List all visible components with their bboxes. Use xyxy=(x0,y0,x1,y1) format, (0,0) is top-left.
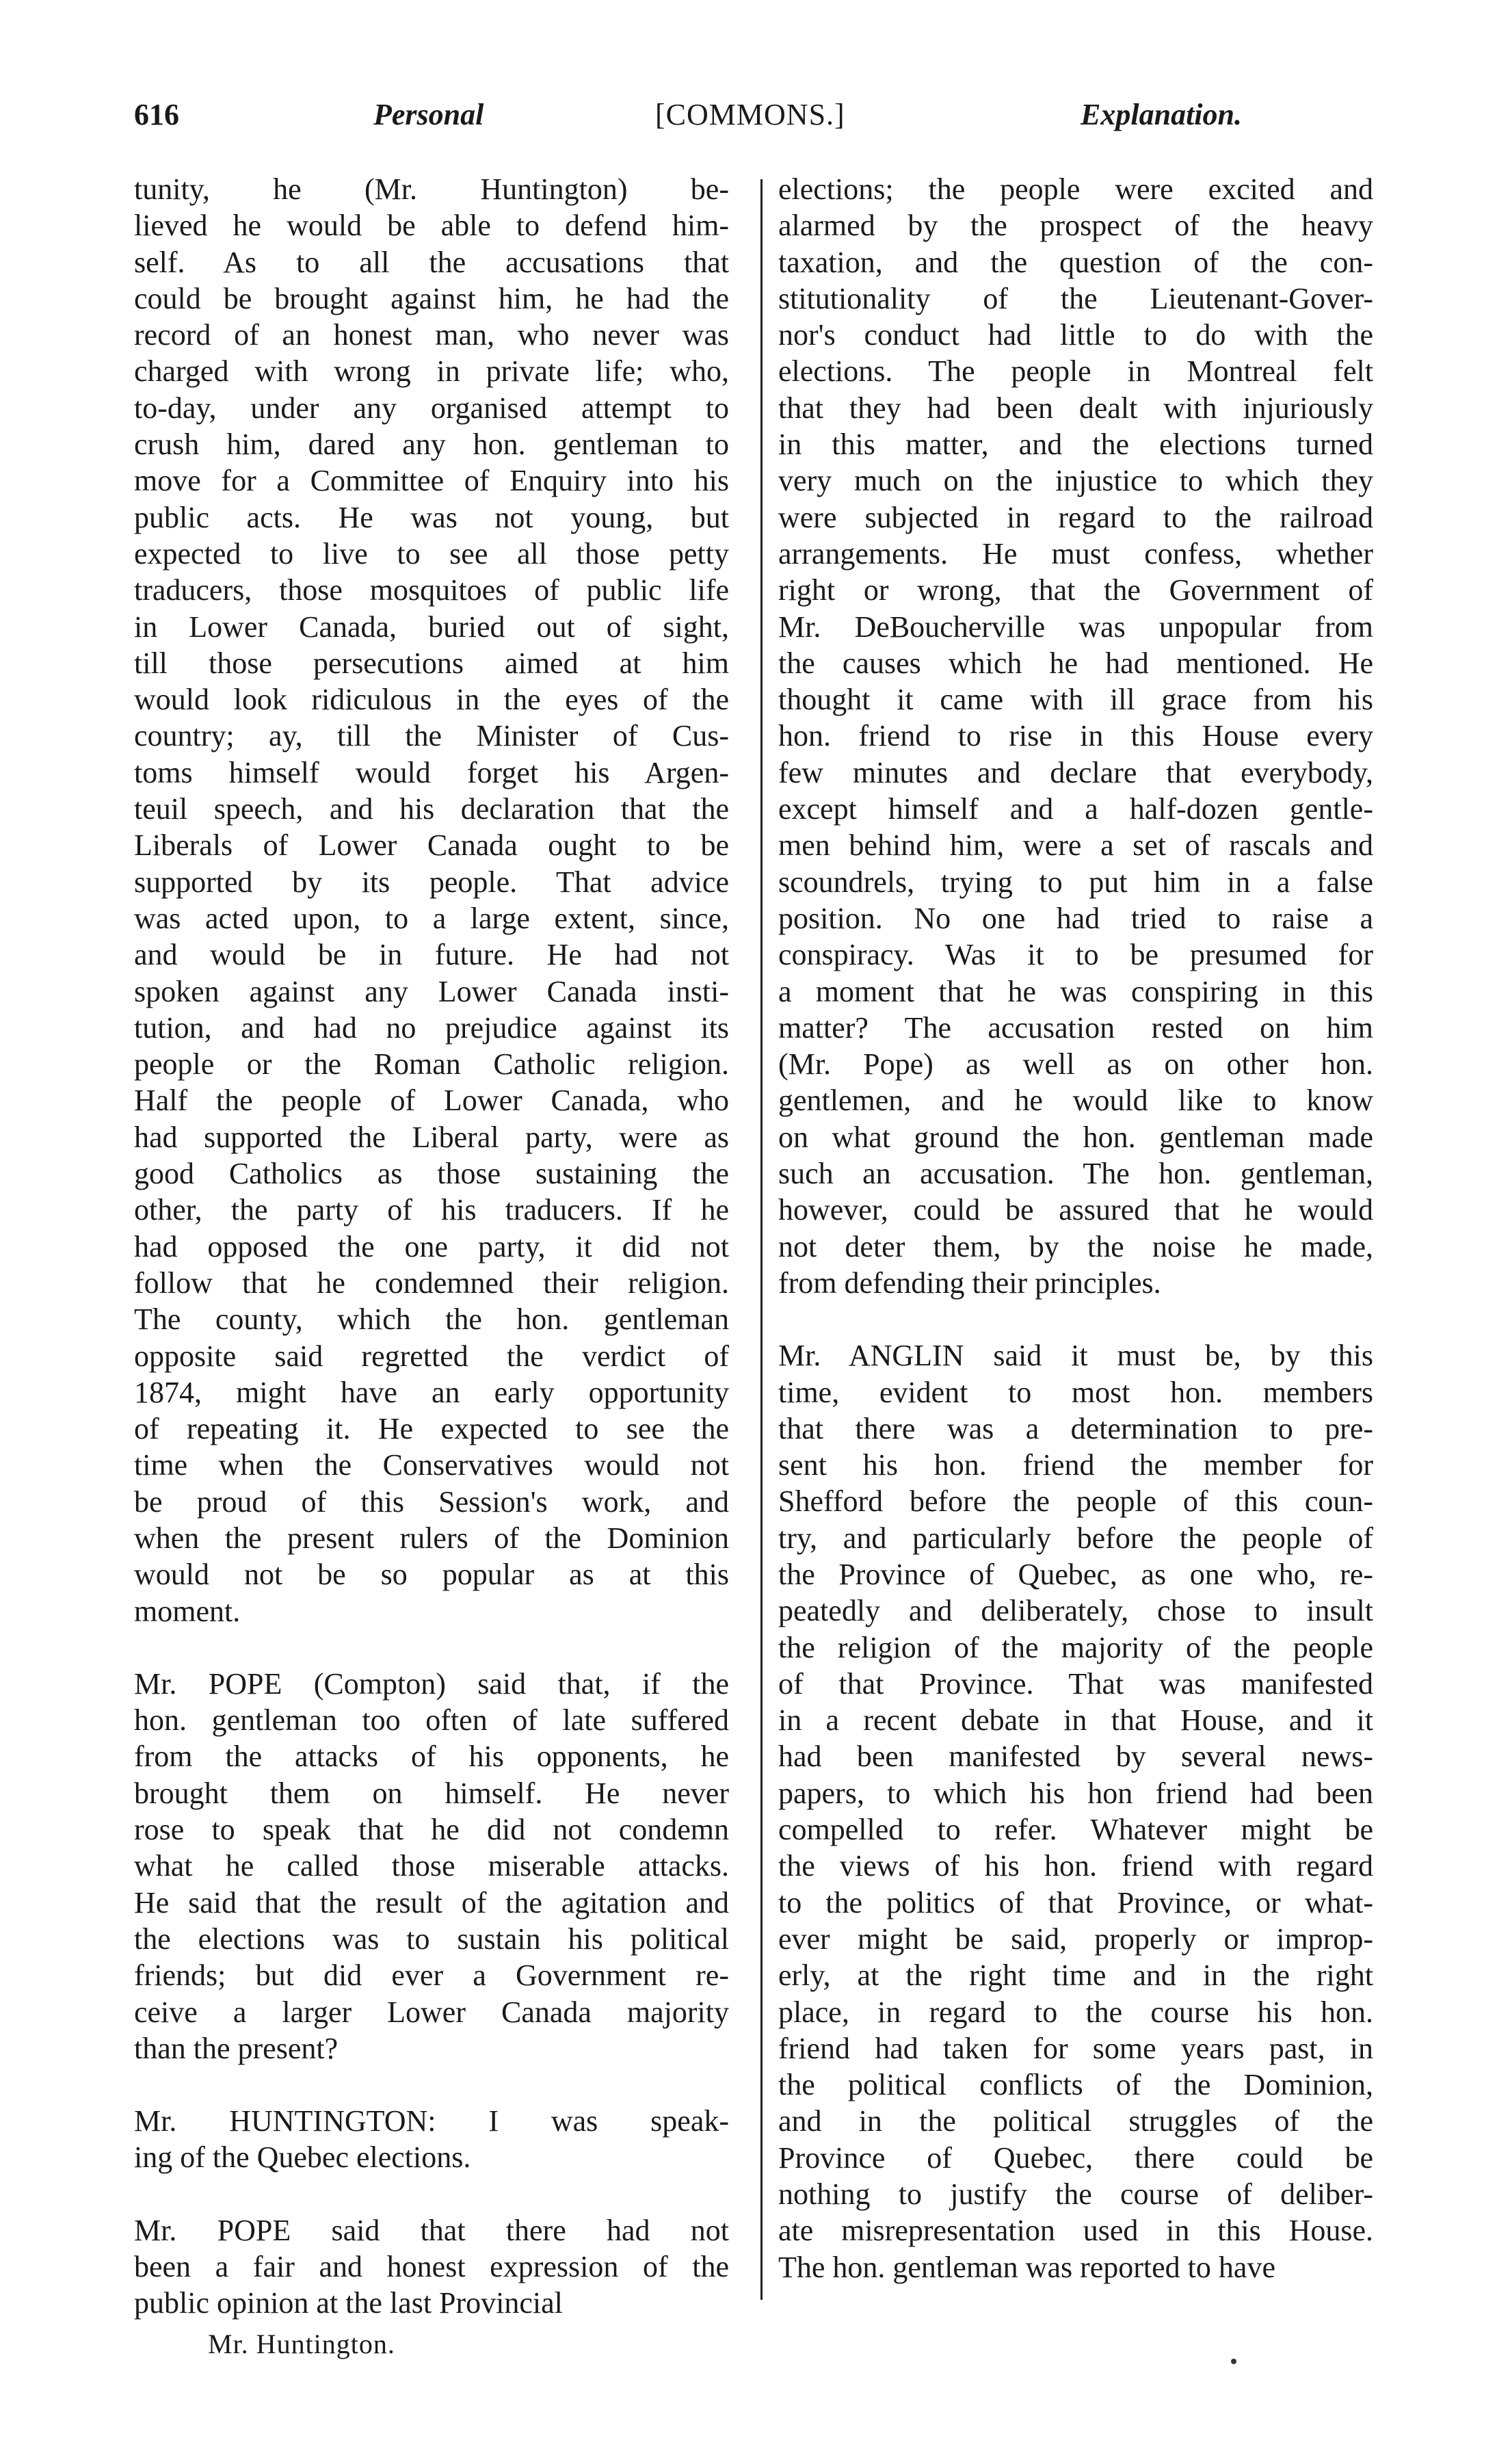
text-line: Half the people of Lower Canada, who xyxy=(134,1084,729,1118)
text-line: men behind him, were a set of rascals and xyxy=(778,828,1373,863)
text-line: was acted upon, to a large extent, since, xyxy=(134,901,729,935)
text-line: toms himself would forget his Argen- xyxy=(134,755,729,789)
text-line: Province of Quebec, there could be xyxy=(778,2140,1373,2175)
text-line: to-day, under any organised attempt to xyxy=(134,391,729,425)
text-line: Shefford before the people of this coun- xyxy=(778,1484,1373,1519)
text-line: hon. gentleman too often of late suffered xyxy=(134,1703,729,1738)
text-line: papers, to which his hon friend had been xyxy=(778,1776,1373,1810)
text-line: nor's conduct had little to do with the xyxy=(778,318,1373,352)
text-line: conspiracy. Was it to be presumed for xyxy=(778,938,1373,972)
catchword: Mr. Huntington. xyxy=(208,2329,395,2359)
right-text-column xyxy=(778,171,1373,2285)
text-line: to the politics of that Province, or what- xyxy=(778,1885,1373,1919)
text-line: been a fair and honest expression of the xyxy=(134,2250,729,2284)
text-line: position. No one had tried to raise a xyxy=(778,901,1373,935)
text-line: rose to speak that he did not condemn xyxy=(134,1813,729,1847)
text-line: good Catholics as those sustaining the xyxy=(134,1157,729,1191)
text-line: elections; the people were excited and xyxy=(778,172,1373,206)
text-line: had opposed the one party, it did not xyxy=(134,1229,729,1263)
text-line: move for a Committee of Enquiry into his xyxy=(134,464,729,498)
text-line: would look ridiculous in the eyes of the xyxy=(134,683,729,717)
text-line: time when the Conservatives would not xyxy=(134,1448,729,1482)
text-line: ceive a larger Lower Canada majority xyxy=(134,1995,729,2029)
running-header xyxy=(134,94,1242,135)
text-line: public acts. He was not young, but xyxy=(134,500,729,534)
text-line: taxation, and the question of the con- xyxy=(778,245,1373,279)
paragraph-gap xyxy=(134,2176,729,2212)
text-line: except himself and a half-dozen gentle- xyxy=(778,792,1373,826)
text-line: scoundrels, trying to put him in a false xyxy=(778,865,1373,899)
text-line: spoken against any Lower Canada insti- xyxy=(134,974,729,1008)
header-left-title: Personal xyxy=(373,98,484,131)
text-line: till those persecutions aimed at him xyxy=(134,646,729,680)
text-line: The county, which the hon. gentleman xyxy=(134,1302,729,1337)
text-line: follow that he condemned their religion. xyxy=(134,1266,729,1300)
text-line: arrangements. He must confess, whether xyxy=(778,536,1373,571)
text-line: (Mr. Pope) as well as on other hon. xyxy=(778,1047,1373,1082)
text-line: from the attacks of his opponents, he xyxy=(134,1740,729,1774)
text-line: country; ay, till the Minister of Cus- xyxy=(134,719,729,753)
text-line: such an accusation. The hon. gentleman, xyxy=(778,1157,1373,1191)
text-line: nothing to justify the course of deliber- xyxy=(778,2177,1373,2212)
text-line: tution, and had no prejudice against its xyxy=(134,1010,729,1045)
print-speck xyxy=(1231,2359,1236,2364)
text-line: that they had been dealt with injuriously xyxy=(778,391,1373,425)
text-line: Mr. ANGLIN said it must be, by this xyxy=(778,1339,1373,1373)
text-line: charged with wrong in private life; who, xyxy=(134,354,729,389)
text-line: when the present rulers of the Dominion xyxy=(134,1521,729,1555)
text-line: ever might be said, properly or improp- xyxy=(778,1922,1373,1956)
text-line: opposite said regretted the verdict of xyxy=(134,1339,729,1373)
text-line: and would be in future. He had not xyxy=(134,938,729,972)
text-line: friend had taken for some years past, in xyxy=(778,2031,1373,2065)
text-line: ate misrepresentation used in this House. xyxy=(778,2214,1373,2248)
header-center-title: [COMMONS.] xyxy=(655,98,845,131)
paragraph-gap xyxy=(134,2067,729,2103)
text-line: teuil speech, and his declaration that the xyxy=(134,792,729,826)
text-line: place, in regard to the course his hon. xyxy=(778,1995,1373,2029)
text-line: the religion of the majority of the people xyxy=(778,1630,1373,1664)
text-line: He said that the result of the agitation and xyxy=(134,1885,729,1919)
text-line: hon. friend to rise in this House every xyxy=(778,719,1373,753)
text-line: record of an honest man, who never was xyxy=(134,318,729,352)
text-line: matter? The accusation rested on him xyxy=(778,1010,1373,1045)
page-number: 616 xyxy=(134,98,179,131)
text-line: self. As to all the accusations that xyxy=(134,245,729,279)
text-line: not deter them, by the noise he made, xyxy=(778,1229,1373,1263)
text-line: friends; but did ever a Government re- xyxy=(134,1958,729,1993)
left-text-column xyxy=(134,171,729,2322)
text-line: that there was a determination to pre- xyxy=(778,1411,1373,1445)
text-line: could be brought against him, he had the xyxy=(134,281,729,315)
text-line: the political conflicts of the Dominion, xyxy=(778,2068,1373,2102)
text-line: moment. xyxy=(134,1594,241,1628)
column-divider xyxy=(760,179,763,2300)
text-line: 1874, might have an early opportunity xyxy=(134,1375,729,1409)
text-line: Liberals of Lower Canada ought to be xyxy=(134,828,729,863)
text-line: be proud of this Session's work, and xyxy=(134,1484,729,1519)
text-line: The hon. gentleman was reported to have xyxy=(778,2250,1275,2284)
text-line: time, evident to most hon. members xyxy=(778,1375,1373,1409)
text-line: brought them on himself. He never xyxy=(134,1776,729,1810)
text-line: erly, at the right time and in the right xyxy=(778,1958,1373,1993)
text-line: supported by its people. That advice xyxy=(134,865,729,899)
text-line: alarmed by the prospect of the heavy xyxy=(778,209,1373,243)
text-line: other, the party of his traducers. If he xyxy=(134,1193,729,1227)
text-line: Mr. POPE said that there had not xyxy=(134,2213,729,2247)
text-line: traducers, those mosquitoes of public life xyxy=(134,573,729,607)
text-line: had supported the Liberal party, were as xyxy=(134,1120,729,1154)
paragraph-gap xyxy=(134,1629,729,1666)
text-line: a moment that he was conspiring in this xyxy=(778,974,1373,1008)
text-line: in Lower Canada, buried out of sight, xyxy=(134,610,729,644)
text-line: what he called those miserable attacks. xyxy=(134,1849,729,1883)
text-line: on what ground the hon. gentleman made xyxy=(778,1120,1373,1154)
text-line: would not be so popular as at this xyxy=(134,1558,729,1592)
text-line: the elections was to sustain his political xyxy=(134,1922,729,1956)
text-line: right or wrong, that the Government of xyxy=(778,573,1373,607)
text-line: crush him, dared any hon. gentleman to xyxy=(134,428,729,462)
text-line: and in the political struggles of the xyxy=(778,2104,1373,2138)
text-line: public opinion at the last Provincial xyxy=(134,2286,563,2320)
text-line: in a recent debate in that House, and it xyxy=(778,1703,1373,1738)
text-line: ing of the Quebec elections. xyxy=(134,2140,471,2175)
text-line: the Province of Quebec, as one who, re- xyxy=(778,1557,1373,1591)
text-line: tunity, he (Mr. Huntington) be- xyxy=(134,172,729,206)
text-line: of that Province. That was manifested xyxy=(778,1666,1373,1701)
text-line: had been manifested by several news- xyxy=(778,1740,1373,1774)
text-line: thought it came with ill grace from his xyxy=(778,683,1373,717)
text-line: compelled to refer. Whatever might be xyxy=(778,1813,1373,1847)
text-line: very much on the injustice to which they xyxy=(778,464,1373,498)
text-line: of repeating it. He expected to see the xyxy=(134,1412,729,1446)
text-line: Mr. DeBoucherville was unpopular from xyxy=(778,610,1373,644)
text-line: stitutionality of the Lieutenant-Gover- xyxy=(778,281,1373,315)
text-line: in this matter, and the elections turned xyxy=(778,428,1373,462)
text-line: the causes which he had mentioned. He xyxy=(778,646,1373,680)
text-line: few minutes and declare that everybody, xyxy=(778,755,1373,789)
text-line: gentlemen, and he would like to know xyxy=(778,1084,1373,1118)
text-line: people or the Roman Catholic religion. xyxy=(134,1047,729,1082)
header-right-title: Explanation. xyxy=(1081,98,1242,131)
text-line: the views of his hon. friend with regard xyxy=(778,1849,1373,1883)
text-line: lieved he would be able to defend him- xyxy=(134,209,729,243)
text-line: elections. The people in Montreal felt xyxy=(778,354,1373,389)
text-line: however, could be assured that he would xyxy=(778,1193,1373,1227)
text-line: try, and particularly before the people of xyxy=(778,1521,1373,1555)
text-line: Mr. HUNTINGTON: I was speak- xyxy=(134,2104,729,2138)
text-line: Mr. POPE (Compton) said that, if the xyxy=(134,1666,729,1701)
text-line: were subjected in regard to the railroad xyxy=(778,500,1373,534)
text-line: than the present? xyxy=(134,2031,339,2065)
text-line: peatedly and deliberately, chose to insult xyxy=(778,1594,1373,1628)
paragraph-gap xyxy=(778,1301,1373,1337)
text-line: expected to live to see all those petty xyxy=(134,536,729,571)
text-line: from defending their principles. xyxy=(778,1266,1161,1300)
text-line: sent his hon. friend the member for xyxy=(778,1448,1373,1482)
